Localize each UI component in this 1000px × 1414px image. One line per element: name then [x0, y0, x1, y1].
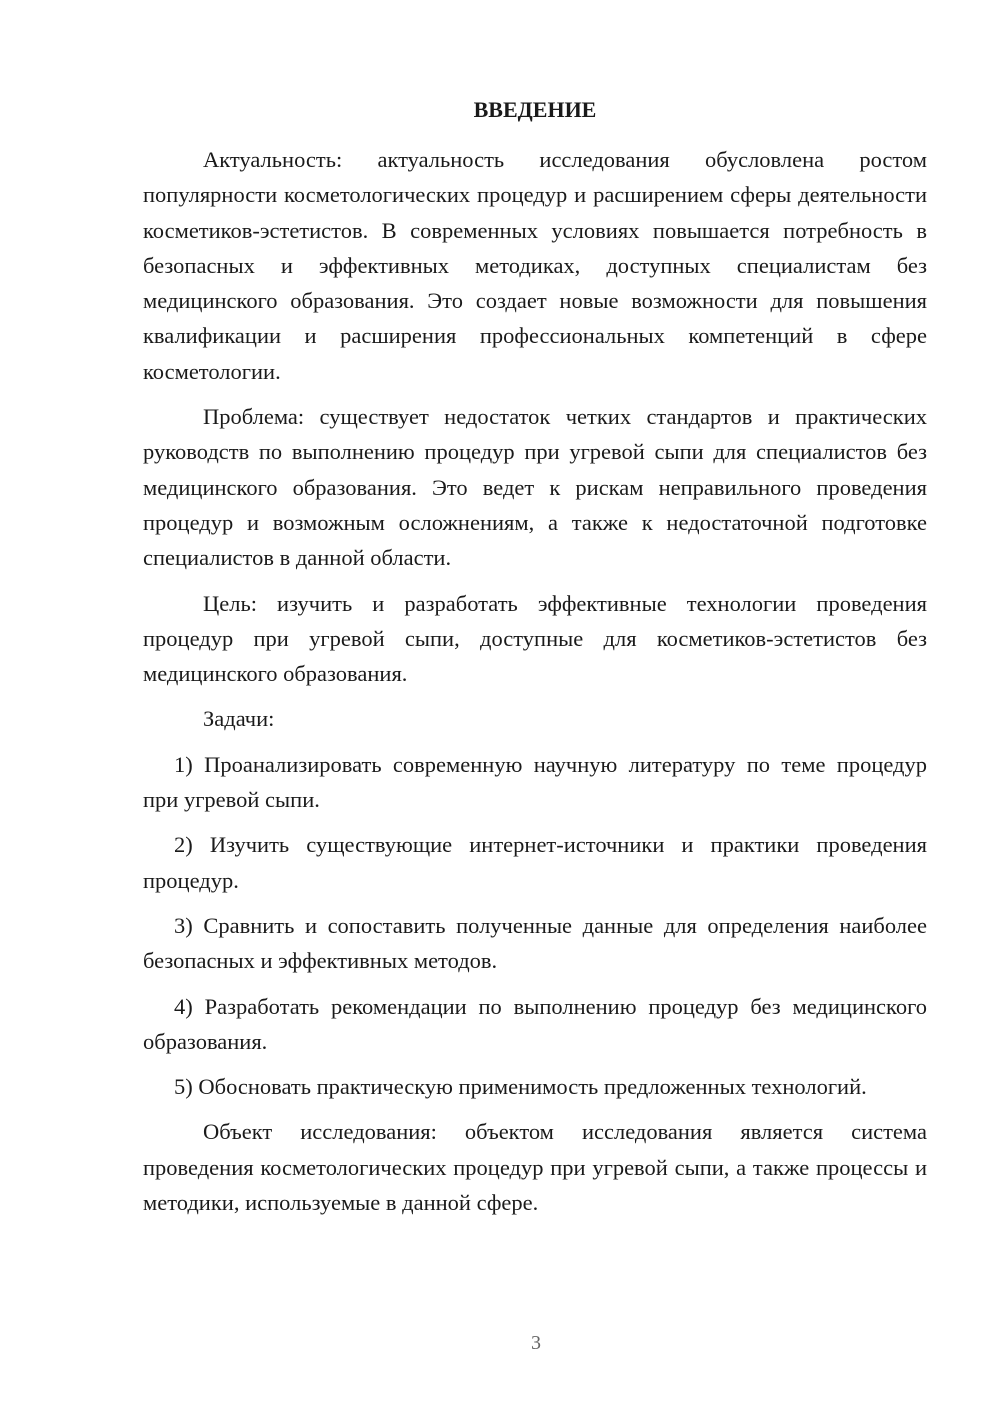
task-item: 1) Проанализировать современную научную литературу по теме процедур при угревой сыпи. — [143, 751, 927, 813]
paragraph-problem: Проблема: существует недостаток четких стандартов и практических руководств по выполнению процедур при угревой сыпи для специалистов без медицинского образования. Это ведет к рискам неправильного проведения процедур и возможным осложнениям, а также к недостаточной подготовке специалистов в данной области. — [143, 404, 927, 571]
task-item: 3) Сравнить и сопоставить полученные данные для определения наиболее безопасных и эффективных методов. — [143, 912, 927, 974]
task-item: 4) Разработать рекомендации по выполнению процедур без медицинского образования. — [143, 993, 927, 1054]
task-item: 2) Изучить существующие интернет-источники и практики проведения процедур. — [143, 832, 927, 893]
tasks-label: Задачи: — [203, 706, 275, 732]
page-number: 3 — [531, 1332, 541, 1354]
page-title: ВВЕДЕНИЕ — [473, 97, 597, 122]
paragraph-relevance: Актуальность: актуальность исследования обусловлена ростом популярности косметологических процедур и расширением сферы деятельности косметиков-эстетистов. В современных условиях повышается потребность в безопасных и эффективных методиках, доступных специалистам без медицинского образования. Это создает новые возможности для повышения квалификации и расширения профессиональных компетенций в сфере косметологии. — [143, 147, 927, 384]
paragraph-goal: Цель: изучить и разработать эффективные технологии проведения процедур при угревой сыпи, доступные для косметиков-эстетистов без медицинского образования. — [143, 590, 927, 687]
paragraph-object: Объект исследования: объектом исследования является система проведения косметологических процедур при угревой сыпи, а также процессы и методики, используемые в данной сфере. — [143, 1119, 927, 1216]
task-item: 5) Обосновать практическую применимость предложенных технологий. — [174, 1074, 867, 1100]
document-body — [143, 142, 927, 1230]
